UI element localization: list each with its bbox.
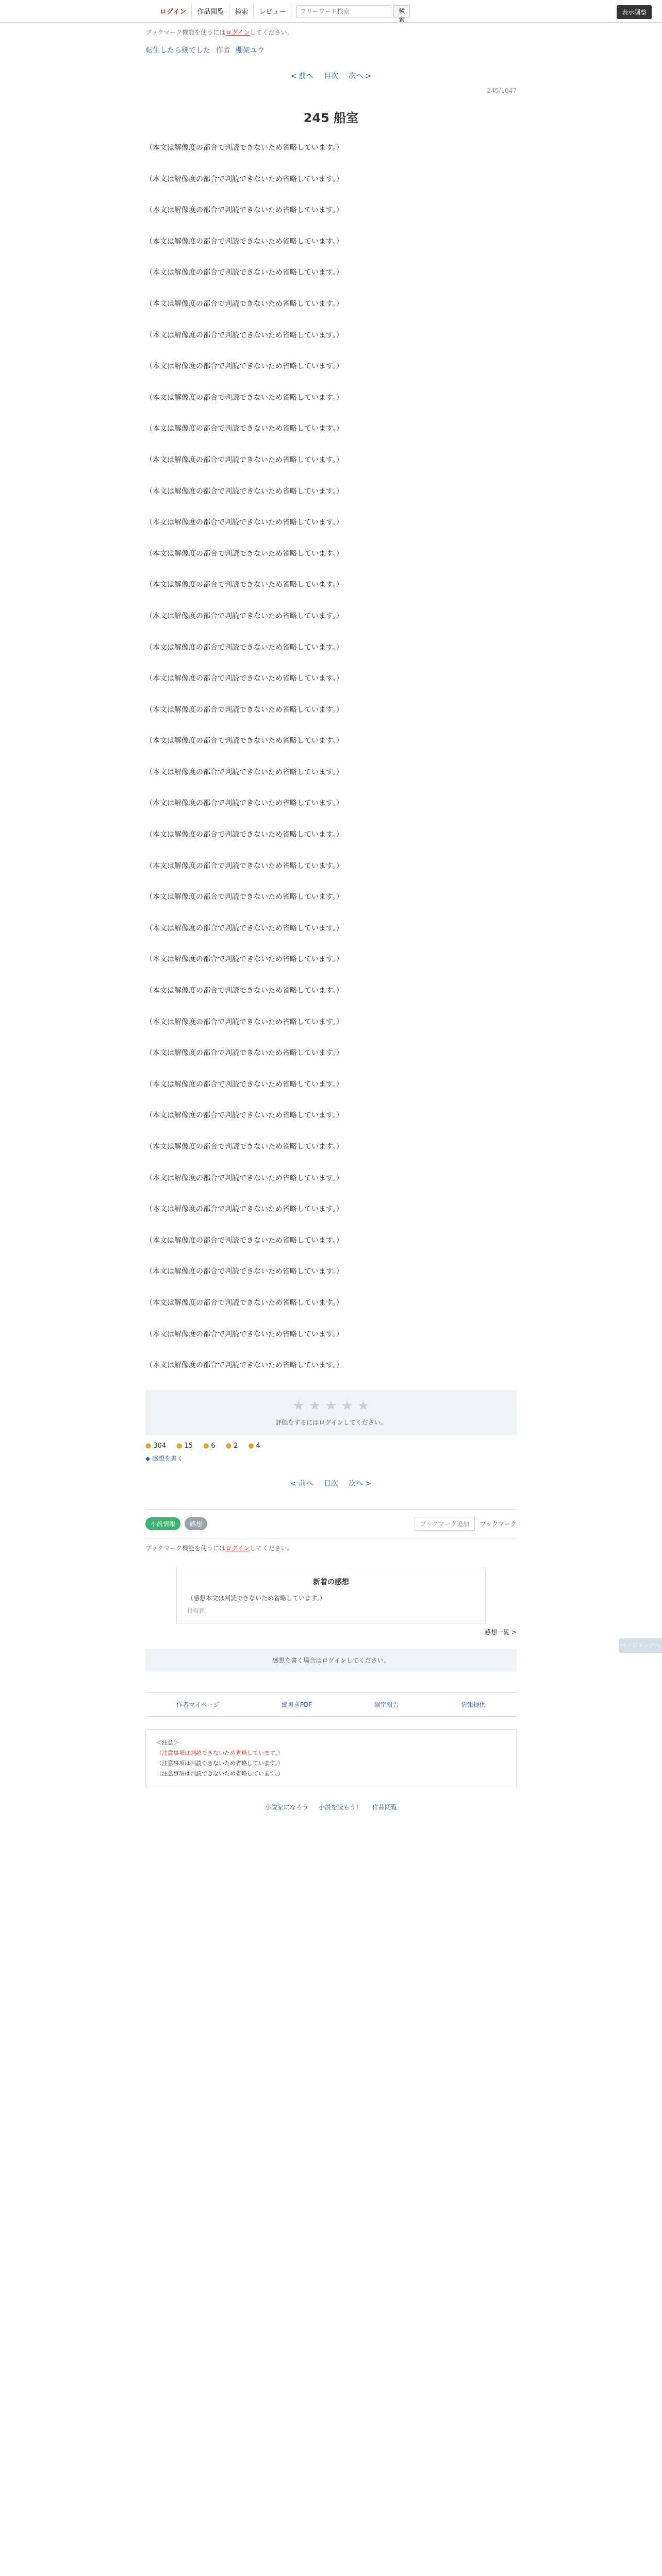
search-input[interactable] [296,5,391,18]
review-list-link[interactable]: 感想一覧 > [485,1629,517,1636]
bottom-toolbar [145,1509,517,1538]
body-paragraph: （本文は解像度の都合で判読できないため省略しています。） [145,1111,343,1120]
series-title[interactable]: 転生したら剣でした [145,46,210,55]
star-icon[interactable]: ★ [357,1398,370,1414]
reaction-count: 15 [184,1442,193,1450]
reaction-icon: ● [203,1442,209,1450]
notice-suffix: してください。 [250,29,293,36]
notice-login-link[interactable]: ログイン [225,29,250,36]
site-header [0,0,662,23]
body-paragraph: （本文は解像度の都合で判読できないため省略しています。） [145,643,343,652]
body-paragraph: （本文は解像度の都合で判読できないため省略しています。） [145,1267,343,1276]
reaction-bar [145,1442,517,1450]
body-paragraph: （本文は解像度の都合で判読できないため省略しています。） [145,924,343,933]
body-paragraph: （本文は解像度の都合で判読できないため省略しています。） [145,612,343,620]
body-paragraph: （本文は解像度の都合で判読できないため省略しています。） [145,393,343,402]
latest-review-box [176,1568,486,1623]
body-paragraph: （本文は解像度の都合で判読できないため省略しています。） [145,581,343,589]
chapter-title: 245 船室 [303,111,359,125]
notice-login-link-bottom[interactable]: ログイン [225,1544,250,1552]
bottom-nav-link[interactable]: 作品閲覧 [372,1804,398,1811]
body-paragraph: （本文は解像度の都合で判読できないため省略しています。） [145,144,343,152]
reaction-item[interactable] [226,1442,238,1450]
terms-line-2: （注意事項は判読できないため省略しています。） [156,1759,284,1767]
rating-note: 評価をするにはログインしてください。 [275,1418,387,1426]
author-name[interactable]: 棚架ユウ [235,46,264,55]
series-info [145,45,517,55]
reaction-icon: ● [176,1442,183,1450]
footer-link[interactable]: 誤字報告 [374,1701,399,1709]
body-paragraph: （本文は解像度の都合で判読できないため省略しています。） [145,268,343,277]
bookmark-notice-bottom [145,1544,517,1552]
star-icon[interactable]: ★ [341,1398,353,1414]
footer-link[interactable]: 情報提供 [460,1701,486,1709]
search-link[interactable]: 検索 [229,3,254,19]
page-top-button[interactable]: ページトップへ [619,1638,662,1653]
notice-prefix-bottom: ブックマーク機能を使うには [145,1544,226,1552]
toc-link-bottom[interactable]: 目次 [324,1479,338,1488]
terms-heading: ＜注意＞ [156,1739,179,1747]
footer-link[interactable]: 作者マイページ [176,1701,220,1709]
body-paragraph: （本文は解像度の都合で判読できないため省略しています。） [145,331,343,340]
notice-suffix-bottom: してください。 [250,1544,293,1552]
toc-link[interactable]: 目次 [324,72,338,80]
body-paragraph: （本文は解像度の都合で判読できないため省略しています。） [145,487,343,496]
star-icon[interactable]: ★ [309,1398,321,1414]
bottom-nav [145,1803,517,1811]
search-button[interactable]: 検索 [393,5,410,18]
works-link[interactable]: 作品閲覧 [192,3,229,19]
reaction-item[interactable] [203,1442,216,1450]
review-link[interactable]: レビュー [254,3,291,19]
author-label: 作者 [216,46,230,55]
bookmark-notice [145,28,517,37]
chapter-body [145,141,517,1372]
footer-links [145,1692,517,1717]
rating-stars [145,1398,517,1414]
footer-link[interactable]: 縦書きPDF [281,1701,312,1709]
reaction-count: 304 [153,1442,167,1450]
body-paragraph: （本文は解像度の都合で判読できないため省略しています。） [145,237,343,246]
bookmark-link[interactable]: ブックマーク [479,1520,517,1528]
bottom-nav-link[interactable]: 小説家になろう [264,1804,308,1811]
terms-line-3: （注意事項は判読できないため省略しています。） [156,1770,284,1777]
bottom-pager [145,1478,517,1488]
reaction-count: 6 [211,1442,216,1450]
review-login-note: 感想を書く場合はログインしてください。 [145,1649,517,1672]
body-paragraph: （本文は解像度の都合で判読できないため省略しています。） [145,1298,343,1307]
body-paragraph: （本文は解像度の都合で判読できないため省略しています。） [145,987,343,995]
body-paragraph: （本文は解像度の都合で判読できないため省略しています。） [145,768,343,776]
reaction-count: 2 [234,1442,238,1450]
review-quote: （感想本文は判読できないため省略しています。） [187,1594,326,1602]
body-paragraph: （本文は解像度の都合で判読できないため省略しています。） [145,737,343,745]
star-icon[interactable]: ★ [325,1398,337,1414]
display-settings-button[interactable]: 表示調整 [617,5,652,19]
reaction-icon: ● [225,1442,232,1450]
body-paragraph: （本文は解像度の都合で判読できないため省略しています。） [145,1361,343,1370]
body-paragraph: （本文は解像度の都合で判読できないため省略しています。） [145,549,343,558]
reaction-item[interactable] [248,1442,260,1450]
reaction-icon: ● [145,1442,152,1450]
reaction-icon: ● [248,1442,254,1450]
terms-red-line: （注意事項は判読できないため省略しています。） [156,1749,284,1756]
top-pager [145,71,517,81]
body-paragraph: （本文は解像度の都合で判読できないため省略しています。） [145,674,343,683]
star-icon[interactable]: ★ [292,1398,305,1414]
main-column [145,28,517,1811]
login-link[interactable]: ログイン [155,3,192,19]
body-paragraph: （本文は解像度の都合で判読できないため省略しています。） [145,705,343,714]
body-paragraph: （本文は解像度の都合で判読できないため省略しています。） [145,362,343,371]
body-paragraph: （本文は解像度の都合で判読できないため省略しています。） [145,831,343,839]
review-heading: 新着の感想 [313,1578,349,1586]
body-paragraph: （本文は解像度の都合で判読できないため省略しています。） [145,299,343,308]
next-link[interactable]: 次へ > [349,72,372,80]
prev-link-bottom[interactable]: < 前へ [290,1479,313,1488]
add-bookmark-button[interactable]: ブックマーク追加 [415,1517,475,1531]
review-meta: 投稿者 [187,1607,204,1615]
body-paragraph: （本文は解像度の都合で判読できないため省略しています。） [145,1018,343,1026]
prev-link[interactable]: < 前へ [290,72,313,80]
review-pill[interactable]: 感想 [185,1517,207,1530]
body-paragraph: （本文は解像度の都合で判読できないため省略しています。） [145,1049,343,1058]
body-paragraph: （本文は解像度の都合で判読できないため省略しています。） [145,893,343,902]
body-paragraph: （本文は解像度の都合で判読できないため省略しています。） [145,518,343,527]
body-paragraph: （本文は解像度の都合で判読できないため省略しています。） [145,1236,343,1245]
write-review-link[interactable]: ◆ 感想を書く [145,1454,184,1462]
body-paragraph: （本文は解像度の都合で判読できないため省略しています。） [145,1174,343,1182]
body-paragraph: （本文は解像度の都合で判読できないため省略しています。） [145,799,343,808]
terms-box [145,1729,517,1787]
body-paragraph: （本文は解像度の都合で判読できないため省略しています。） [145,955,343,964]
body-paragraph: （本文は解像度の都合で判読できないため省略しています。） [145,455,343,464]
reaction-count: 4 [256,1442,260,1450]
notice-prefix: ブックマーク機能を使うには [145,29,226,36]
chapter-number: 245/1047 [487,87,517,94]
reaction-item[interactable] [176,1442,193,1450]
body-paragraph: （本文は解像度の都合で判読できないため省略しています。） [145,175,343,183]
body-paragraph: （本文は解像度の都合で判読できないため省略しています。） [145,1143,343,1151]
body-paragraph: （本文は解像度の都合で判読できないため省略しています。） [145,1205,343,1214]
bottom-nav-link[interactable]: 小説を読もう！ [318,1804,362,1811]
rating-box [145,1390,517,1435]
body-paragraph: （本文は解像度の都合で判読できないため省略しています。） [145,861,343,870]
body-paragraph: （本文は解像度の都合で判読できないため省略しています。） [145,425,343,433]
reaction-item[interactable] [145,1442,166,1450]
body-paragraph: （本文は解像度の都合で判読できないため省略しています。） [145,1330,343,1338]
body-paragraph: （本文は解像度の都合で判読できないため省略しています。） [145,206,343,215]
next-link-bottom[interactable]: 次へ > [349,1479,372,1488]
body-paragraph: （本文は解像度の都合で判読できないため省略しています。） [145,1080,343,1089]
novel-info-pill[interactable]: 小説情報 [145,1517,180,1530]
